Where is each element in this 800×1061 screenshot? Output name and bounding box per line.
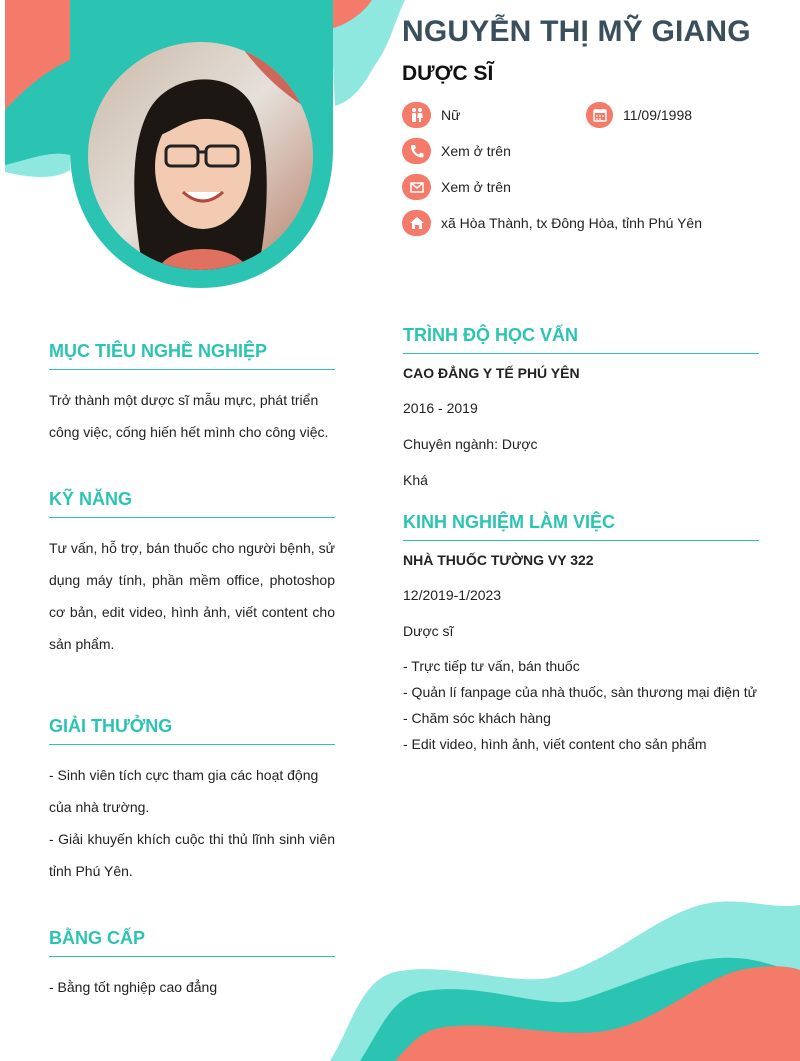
award-item-1: - Sinh viên tích cực tham gia các hoạt động của nhà trường. <box>49 767 319 815</box>
birthdate-value: 11/09/1998 <box>623 107 693 123</box>
certificate-item-1: - Bằng tốt nghiệp cao đẳng <box>49 979 218 995</box>
mail-icon <box>402 174 431 200</box>
phone-value: Xem ở trên <box>441 143 511 159</box>
skills-heading: KỸ NĂNG <box>49 489 335 518</box>
awards-heading: GIẢI THƯỞNG <box>49 716 335 745</box>
home-icon <box>402 210 431 236</box>
education-period: 2016 - 2019 <box>403 400 478 416</box>
award-item-2: - Giải khuyến khích cuộc thi thủ lĩnh sinh viên tỉnh Phú Yên. <box>49 831 335 879</box>
experience-heading: KINH NGHIỆM LÀM VIỆC <box>403 512 759 541</box>
objective-heading: MỤC TIÊU NGHỀ NGHIỆP <box>49 341 335 370</box>
footer-wave-decoration <box>0 880 800 1061</box>
objective-text: Trở thành một dược sĩ mẫu mực, phát triển công việc, cống hiến hết mình cho công việc. <box>49 392 329 440</box>
phone-row <box>402 138 511 164</box>
gender-value: Nữ <box>441 107 461 123</box>
experience-period: 12/2019-1/2023 <box>403 587 502 603</box>
birthdate-row <box>586 102 692 128</box>
certificates-heading: BẰNG CẤP <box>49 928 335 957</box>
duty-item: - Edit video, hình ảnh, viết content cho sản phẩm <box>403 736 707 752</box>
address-row <box>402 210 702 236</box>
gender-row <box>402 102 460 128</box>
duty-item: - Quản lí fanpage của nhà thuốc, sàn thương mại điện tử <box>403 684 758 700</box>
job-title: DƯỢC SĨ <box>402 62 494 85</box>
education-heading: TRÌNH ĐỘ HỌC VẤN <box>403 325 759 354</box>
education-major: Chuyên ngành: Dược <box>403 436 538 452</box>
experience-duties <box>403 653 783 757</box>
skills-text: Tư vấn, hỗ trợ, bán thuốc cho người bệnh, sử dụng máy tính, phần mềm office, photoshop cơ bản, edit video, hình ảnh, viết content cho sản phẩm. <box>49 540 335 652</box>
address-value: xã Hòa Thành, tx Đông Hòa, tỉnh Phú Yên <box>441 215 702 231</box>
avatar <box>88 42 313 270</box>
candidate-name: NGUYỄN THỊ MỸ GIANG <box>402 15 751 48</box>
email-value: Xem ở trên <box>441 179 511 195</box>
duty-item: - Chăm sóc khách hàng <box>403 710 551 726</box>
experience-company: NHÀ THUỐC TƯỜNG VY 322 <box>403 552 594 568</box>
experience-position: Dược sĩ <box>403 623 454 639</box>
education-school: CAO ĐẲNG Y TẾ PHÚ YÊN <box>403 365 580 381</box>
phone-icon <box>402 138 431 164</box>
duty-item: - Trực tiếp tư vấn, bán thuốc <box>403 658 580 674</box>
email-row <box>402 174 511 200</box>
calendar-icon <box>586 102 613 128</box>
gender-icon <box>402 102 431 128</box>
education-grade: Khá <box>403 472 428 488</box>
